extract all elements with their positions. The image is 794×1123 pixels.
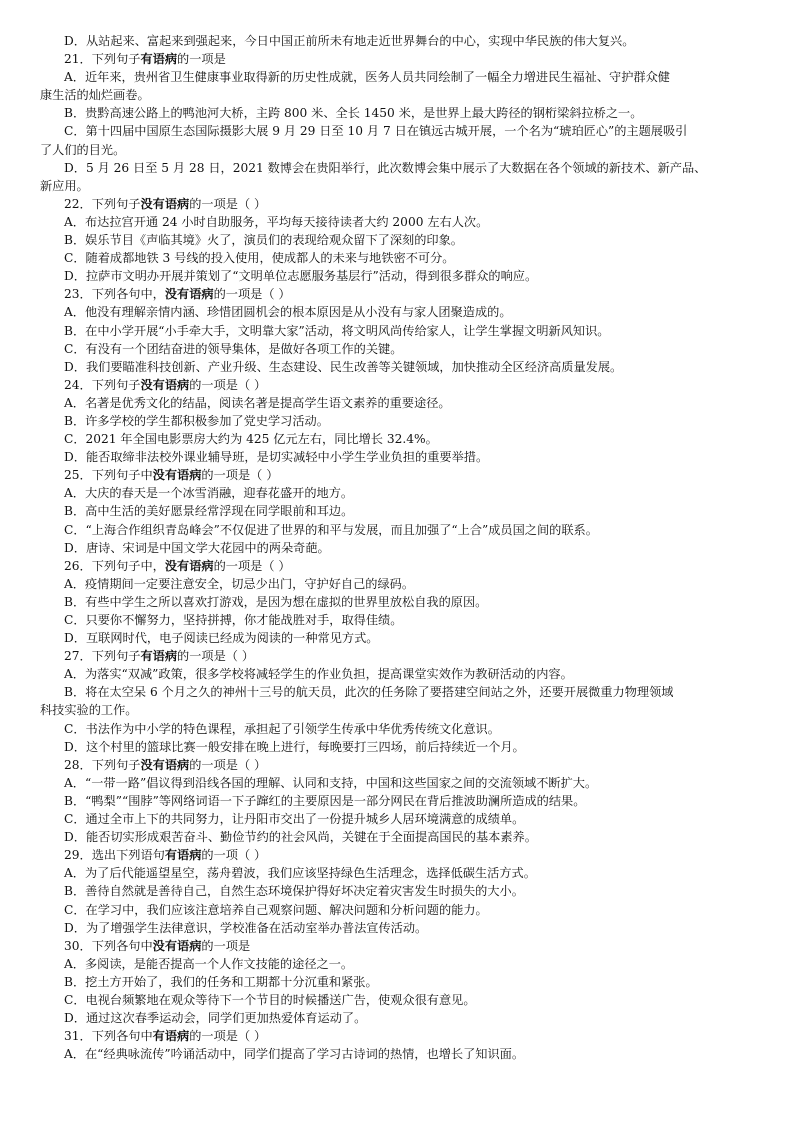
question-prefix: 26．下列句子中， [64,558,165,573]
question-stem [40,756,754,774]
answer-option: B．挖土方开始了，我们的任务和工期都十分沉重和紧张。 [64,974,378,989]
option-continuation: 科技实验的工作。 [40,703,138,718]
question-prefix: 27．下列句子 [64,649,141,664]
answer-option: D．我们要瞄准科技创新、产业升级、生态建设、民生改善等关键领域，加快推动全区经济高质量发展。 [64,359,623,374]
answer-option: A．他没有理解亲情内涵、珍惜团圆机会的根本原因是从小没有与家人团聚造成的。 [64,305,512,320]
answer-option: D．能否取缔非法校外课业辅导班，是切实减轻中小学生学业负担的重要举措。 [64,450,489,465]
answer-option: C．2021 年全国电影票房大约为 425 亿元左右，同比增长 32.4%。 [64,432,438,447]
answer-option: D．互联网时代，电子阅读已经成为阅读的一种常见方式。 [64,631,379,646]
question-stem [40,1027,754,1045]
question-suffix: 的一项是（ ） [201,468,279,483]
answer-option: D．能否切实形成艰苦奋斗、勤俭节约的社会风尚，关键在于全面提高国民的基本素养。 [64,830,537,845]
answer-option: A．在“经典咏流传”吟诵活动中，同学们提高了学习古诗词的热情，也增长了知识面。 [64,1047,525,1062]
answer-option: A．为了后代能遥望星空，荡舟碧波，我们应该坚持绿色生活理念，选择低碳生活方式。 [64,866,536,881]
answer-option: B．娱乐节目《声临其境》火了，演员们的表现给观众留下了深刻的印象。 [64,233,463,248]
answer-option: C．通过全市上下的共同努力，让丹阳市交出了一份提升城乡人居环境满意的成绩单。 [64,812,525,827]
question-stem [40,195,754,213]
question-keyword: 没有语病 [140,196,190,211]
question-stem [40,846,754,864]
answer-option: D．唐诗、宋词是中国文学大花园中的两朵奇葩。 [64,540,330,555]
answer-option: A．多阅读，是能否提高一个人作文技能的途径之一。 [64,956,354,971]
question-keyword: 有语病 [140,52,178,67]
question-suffix: 的一项是 [177,52,226,67]
option-continuation: 康生活的灿烂画卷。 [40,88,150,103]
answer-option: C．在学习中，我们应该注意培养自己观察问题、解决问题和分析问题的能力。 [64,902,488,917]
answer-option: B．许多学校的学生都积极参加了党史学习活动。 [64,413,329,428]
answer-option: C．电视台频繁地在观众等待下一个节目的时候播送广告，使观众很有意见。 [64,992,476,1007]
question-keyword: 有语病 [140,649,178,664]
question-suffix: 的一项是（ ） [189,757,267,772]
answer-option: D．这个村里的篮球比赛一般安排在晚上进行，每晚要打三四场，前后持续近一个月。 [64,739,525,754]
question-keyword: 有语病 [152,1029,190,1044]
answer-option: D．5 月 26 日至 5 月 28 日，2021 数博会在贵阳举行，此次数博会集中展示了大数据在各个领域的新技术、新产品、 [64,160,707,175]
question-suffix: 的一项（ ） [201,848,267,863]
question-suffix: 的一项是（ ） [177,649,255,664]
answer-option: C．“上海合作组织青岛峰会”不仅促进了世界的和平与发展，而且加强了“上合”成员国之间的联系。 [64,522,598,537]
answer-option: C．只要你不懈努力，坚持拼搏，你才能战胜对手，取得佳绩。 [64,613,403,627]
question-keyword: 有语病 [164,848,202,863]
answer-option: D．从站起来、富起来到强起来，今日中国正前所未有地走近世界舞台的中心，实现中华民族的伟大复兴。 [64,34,635,48]
answer-option: D．通过这次春季运动会，同学们更加热爱体育运动了。 [64,1011,367,1026]
answer-option: C．书法作为中小学的特色课程，承担起了引领学生传承中华优秀传统文化意识。 [64,721,500,736]
question-stem [40,466,754,484]
answer-option: A．为落实“双减”政策，很多学校将减轻学生的作业负担，提高课堂实效作为教研活动的内容。 [64,667,573,682]
question-prefix: 23．下列各句中， [64,287,165,302]
question-keyword: 没有语病 [140,757,190,772]
answer-option: B．善待自然就是善待自己，自然生态环境保护得好坏决定着灾害发生时损失的大小。 [64,884,524,899]
question-keyword: 没有语病 [152,468,202,483]
question-stem [40,647,754,665]
question-keyword: 没有语病 [140,377,190,392]
answer-option: C．随着成都地铁 3 号线的投入使用，使成都人的未来与地铁密不可分。 [64,251,455,266]
question-stem [40,285,754,303]
answer-option: B．贵黔高速公路上的鸭池河大桥，主跨 800 米、全长 1450 米，是世界上最大跨径的钢桁梁斜拉桥之一。 [64,106,643,121]
answer-option: B．“鸭梨”“围脖”等网络词语一下子蹿红的主要原因是一部分网民在背后推波助澜所造成的结果。 [64,793,586,808]
option-continuation: 了人们的目光。 [40,142,126,157]
question-prefix: 29．选出下列语句 [64,848,165,863]
question-prefix: 28．下列句子 [64,757,141,772]
question-stem [40,557,754,575]
question-prefix: 22．下列句子 [64,196,141,211]
question-prefix: 31．下列各句中 [64,1029,153,1044]
answer-option: A．近年来，贵州省卫生健康事业取得新的历史性成就，医务人员共同绘制了一幅全力增进民生福祉、守护群众健 [64,70,670,85]
question-keyword: 没有语病 [164,558,214,573]
question-keyword: 没有语病 [152,938,202,953]
answer-option: A．疫情期间一定要注意安全，切忌少出门，守护好自己的绿码。 [64,576,415,591]
question-suffix: 的一项是 [201,938,251,953]
answer-option: A．名著是优秀文化的结晶，阅读名著是提高学生语文素养的重要途径。 [64,395,451,410]
question-suffix: 的一项是（ ） [189,196,267,211]
answer-option: A．“一带一路”倡议得到沿线各国的理解、认同和支持，中国和这些国家之间的交流领域不断扩大。 [64,775,598,790]
question-stem [40,937,754,955]
answer-option: A．布达拉宫开通 24 小时自助服务，平均每天接待读者大约 2000 左右人次。 [64,214,489,229]
answer-option: C．第十四届中国原生态国际摄影大展 9 月 29 日至 10 月 7 日在镇远古城开展，一个名为“琥珀匠心”的主题展吸引 [64,124,688,139]
answer-option: B．有些中学生之所以喜欢打游戏，是因为想在虚拟的世界里放松自我的原因。 [64,594,488,609]
answer-option: A．大庆的春天是一个冰雪消融，迎春花盛开的地方。 [64,486,354,501]
question-suffix: 的一项是（ ） [189,1029,267,1044]
question-prefix: 24．下列句子 [64,377,141,392]
question-suffix: 的一项是（ ） [189,377,267,392]
question-stem [40,376,754,394]
answer-option: B．高中生活的美好愿景经常浮现在同学眼前和耳边。 [64,504,354,519]
question-prefix: 25．下列句子中 [64,468,153,483]
answer-option: D．拉萨市文明办开展并策划了“文明单位志愿服务基层行”活动，得到很多群众的响应。 [64,269,538,284]
question-prefix: 30．下列各句中 [64,938,153,953]
question-keyword: 没有语病 [164,287,214,302]
question-prefix: 21．下列句子 [64,52,141,67]
option-continuation: 新应用。 [40,178,89,193]
answer-option: B．将在太空呆 6 个月之久的神州十三号的航天员，此次的任务除了要搭建空间站之外，还要开展微重力物理领域 [64,685,674,700]
answer-option: B．在中小学开展“小手牵大手，文明靠大家”活动，将文明风尚传给家人，让学生掌握文明新风知识。 [64,323,610,338]
question-stem [40,50,754,68]
question-suffix: 的一项是（ ） [213,558,291,573]
question-suffix: 的一项是（ ） [213,287,291,302]
answer-option: C．有没有一个团结奋进的领导集体，是做好各项工作的关键。 [64,341,403,356]
answer-option: D．为了增强学生法律意识，学校准备在活动室举办普法宣传活动。 [64,920,428,935]
